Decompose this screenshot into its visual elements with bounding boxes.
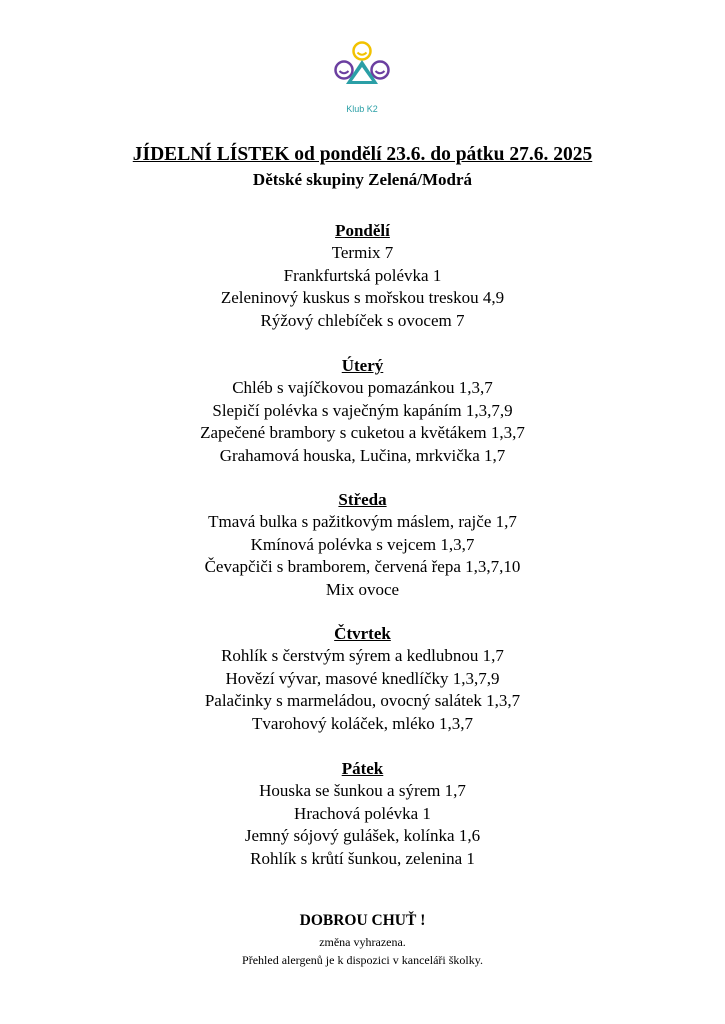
menu-item: Rýžový chlebíček s ovocem 7 [260,310,465,330]
menu-item: Tvarohový koláček, mléko 1,3,7 [252,713,473,733]
menu-item: Zeleninový kuskus s mořskou treskou 4,9 [220,288,505,307]
menu-item: Mix ovoce [325,579,400,599]
menu-title: JÍDELNÍ LÍSTEK od pondělí 23.6. do pátku 27.6. 2025 [132,144,593,165]
menu-item: Zapečené brambory s cuketou a květákem 1,3,7 [200,423,525,442]
footer-note-change: změna vyhrazena. [319,935,406,949]
menu-item: Jemný sójový gulášek, kolínka 1,6 [244,826,481,845]
menu-item: Frankfurtská polévka 1 [283,265,442,285]
day-block-thursday [0,623,725,735]
menu-item: Hrachová polévka 1 [294,803,431,823]
footer-greeting: DOBROU CHUŤ ! [299,912,426,929]
footer-note-allergens: Přehled alergenů je k dispozici v kanceláři školky. [242,953,483,967]
menu-item: Termix 7 [331,243,394,262]
day-block-tuesday [0,355,725,467]
logo-graphic [332,40,392,104]
day-name: Úterý [341,356,384,375]
day-block-wednesday [0,489,725,601]
menu-item: Kmínová polévka s vejcem 1,3,7 [250,534,475,554]
day-name: Pátek [341,759,384,778]
menu-item: Palačinky s marmeládou, ovocný salátek 1,3,7 [204,691,521,710]
menu-item: Tmavá bulka s pažitkovým máslem, rajče 1,7 [208,512,517,531]
day-block-friday [0,758,725,870]
menu-subtitle: Dětské skupiny Zelená/Modrá [252,170,473,189]
menu-item: Rohlík s čerstvým sýrem a kedlubnou 1,7 [221,646,504,665]
day-name: Čtvrtek [334,624,391,643]
menu-item: Hovězí vývar, masové knedlíčky 1,3,7,9 [225,668,500,688]
logo-text: Klub K2 [346,104,378,114]
klub-k2-logo [332,40,392,116]
day-block-monday [0,220,725,332]
menu-item: Houska se šunkou a sýrem 1,7 [259,781,466,800]
menu-item: Čevapčiči s bramborem, červená řepa 1,3,7,10 [204,557,521,576]
menu-item: Slepičí polévka s vaječným kapáním 1,3,7,9 [212,400,513,420]
day-name: Středa [338,490,387,509]
menu-item: Grahamová houska, Lučina, mrkvička 1,7 [219,445,506,465]
menu-item: Chléb s vajíčkovou pomazánkou 1,3,7 [232,378,493,397]
day-name: Pondělí [335,221,390,240]
menu-item: Rohlík s krůtí šunkou, zelenina 1 [250,848,475,868]
